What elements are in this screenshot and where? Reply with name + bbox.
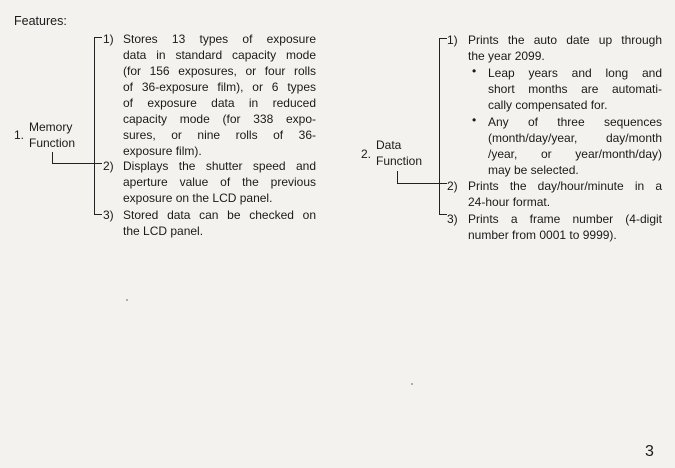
- memory-item-3-line: the LCD panel.: [123, 224, 204, 238]
- memory-label-line2: Function: [29, 136, 76, 150]
- memory-item-1-line: of 36-exposure film), or 6 types: [123, 80, 316, 94]
- data-item-2-line: 24-hour format.: [468, 195, 551, 209]
- data-item-3-marker: 3): [447, 212, 458, 226]
- memory-item-2-line: Displays the shutter speed and: [123, 159, 316, 173]
- data-function-label-line2: Function: [376, 154, 423, 168]
- data-bullet-1-line: short months are automati-: [488, 82, 662, 96]
- data-bullet-2-line: may be selected.: [488, 163, 579, 177]
- memory-number: 1.: [14, 128, 25, 142]
- memory-item-2-line: exposure on the LCD panel.: [123, 191, 273, 205]
- data-bullet-1-line: Leap years and long and: [488, 66, 662, 80]
- data-bullet-2-line: /year, or year/month/day): [488, 147, 662, 161]
- data-item-1-line: Prints the auto date up through: [468, 33, 662, 47]
- memory-item-2-line: aperture value of the previous: [123, 175, 316, 189]
- memory-item-1-marker: 1): [103, 32, 114, 46]
- memory-item-1-line: Stores 13 types of exposure: [123, 32, 316, 46]
- data-item-3-line: number from 0001 to 9999).: [468, 228, 617, 242]
- paper-speck: [126, 299, 128, 301]
- data-connector-horizontal: [397, 183, 447, 184]
- bullet-icon: •: [472, 64, 477, 78]
- data-bracket-vertical: [439, 38, 440, 215]
- memory-item-2-marker: 2): [103, 159, 114, 173]
- data-item-1-line: the year 2099.: [468, 49, 545, 63]
- bullet-icon: •: [472, 113, 477, 127]
- data-bullet-2-line: (month/day/year, day/month: [488, 131, 662, 145]
- data-bracket-tick-3: [439, 214, 447, 215]
- memory-item-1-line: capacity mode (for 338 expo-: [123, 112, 316, 126]
- data-bracket-tick-1: [439, 38, 447, 39]
- data-function-label-line1: Data: [376, 138, 402, 152]
- memory-bracket-vertical: [94, 37, 95, 215]
- data-item-1-marker: 1): [447, 33, 458, 47]
- data-item-3-line: Prints a frame number (4-digit: [468, 212, 662, 226]
- data-bullet-1-line: cally compensated for.: [488, 98, 608, 112]
- data-item-2-line: Prints the day/hour/minute in a: [468, 179, 662, 193]
- data-bullet-2-line: Any of three sequences: [488, 115, 662, 129]
- memory-item-3-marker: 3): [103, 208, 114, 222]
- memory-bracket-tick-1: [94, 37, 102, 38]
- memory-connector-horizontal: [52, 163, 102, 164]
- paper-speck: [411, 383, 413, 385]
- memory-item-1-line: sures, or nine rolls of 36-: [123, 128, 316, 142]
- data-item-2-marker: 2): [447, 179, 458, 193]
- memory-label-line1: Memory: [29, 120, 73, 134]
- memory-item-1-line: of exposure data in reduced: [123, 96, 316, 110]
- features-heading: Features:: [14, 14, 67, 28]
- data-function-number: 2.: [361, 147, 372, 161]
- memory-item-1-line: exposure film).: [123, 144, 202, 158]
- page-number: 3: [645, 443, 654, 460]
- memory-bracket-tick-3: [94, 214, 102, 215]
- memory-item-1-line: data in standard capacity mode: [123, 48, 316, 62]
- memory-item-3-line: Stored data can be checked on: [123, 208, 316, 222]
- memory-item-1-line: (for 156 exposures, or four rolls: [123, 64, 316, 78]
